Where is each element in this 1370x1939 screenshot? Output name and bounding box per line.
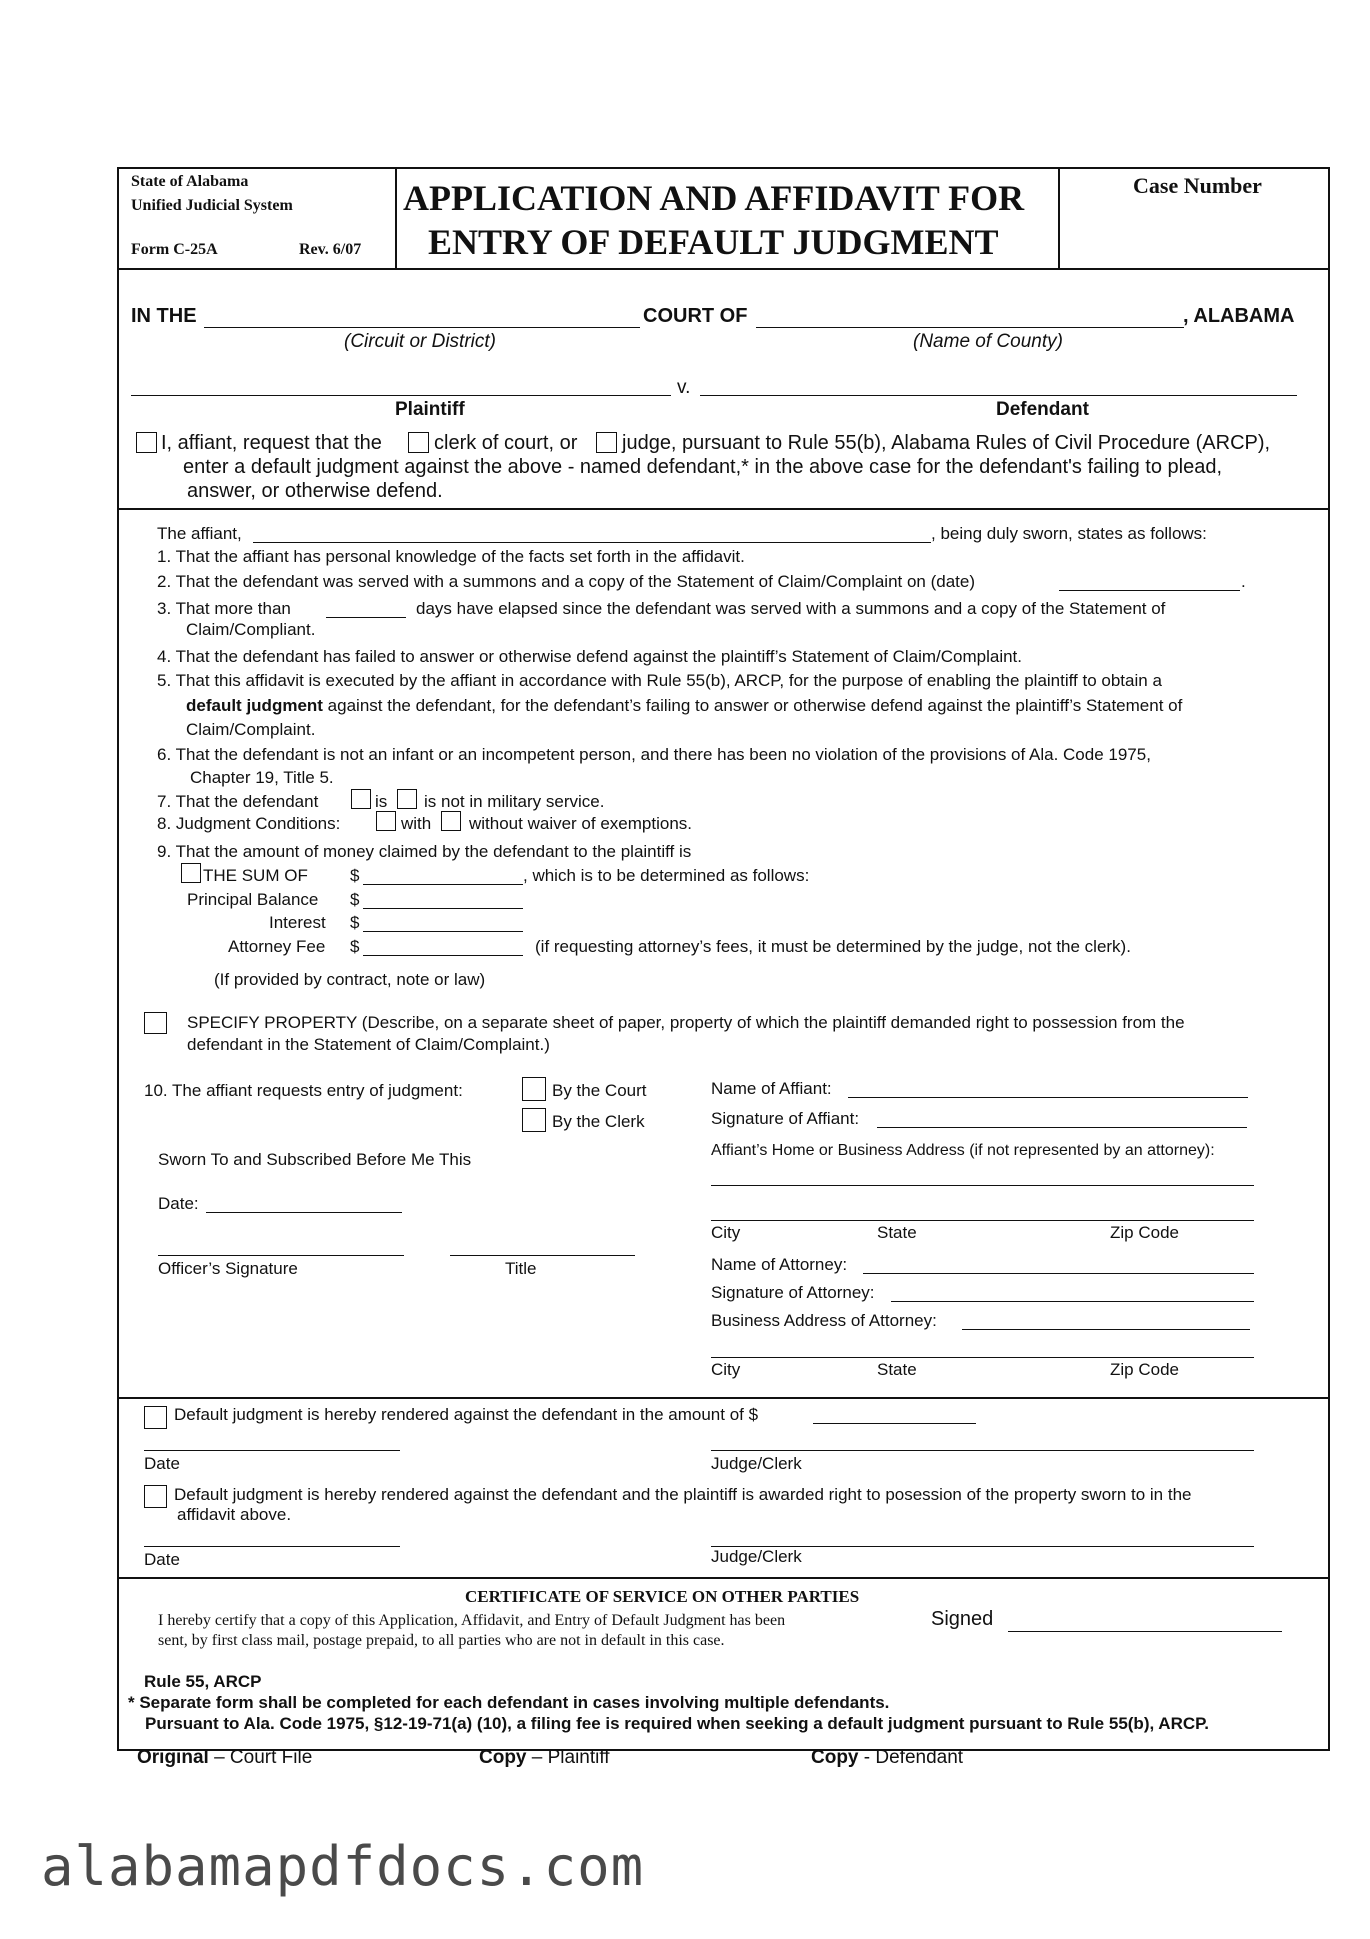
sworn-label: Sworn To and Subscribed Before Me This (158, 1150, 472, 1169)
state-label: State of Alabama (131, 173, 249, 190)
item-10: 10. The affiant requests entry of judgment: (144, 1081, 463, 1100)
attorney-state-label: State (877, 1360, 917, 1379)
default-property-checkbox[interactable] (144, 1485, 167, 1508)
sum-dollar: $ (350, 866, 360, 885)
attorney-fee-field[interactable] (363, 955, 523, 956)
certificate-text-2: sent, by first class mail, postage prepaid, to all parties who are not in default in this case. (158, 1632, 725, 1649)
military-is-label: is (375, 792, 388, 811)
affiant-address-line-1[interactable] (711, 1185, 1254, 1186)
clerk-checkbox[interactable] (408, 432, 429, 453)
sum-of-label: THE SUM OF (203, 866, 308, 885)
without-waiver-label: without waiver of exemptions. (469, 814, 692, 833)
military-is-checkbox[interactable] (351, 789, 371, 809)
request-text-5: answer, or otherwise defend. (187, 480, 443, 502)
circuit-hint: (Circuit or District) (344, 331, 496, 352)
alabama-label: , ALABAMA (1183, 305, 1295, 327)
item-3-end: Claim/Compliant. (186, 620, 316, 639)
affiant-address-label: Affiant’s Home or Business Address (if not represented by an attorney): (711, 1142, 1215, 1159)
signed-label: Signed (931, 1608, 994, 1630)
plaintiff-label: Plaintiff (395, 399, 465, 420)
interest-label: Interest (269, 913, 326, 932)
item-3: 3. That more than (157, 599, 291, 618)
military-is-not-checkbox[interactable] (397, 789, 417, 809)
officer-signature-field[interactable] (158, 1255, 404, 1256)
bus-addr-attorney-label: Business Address of Attorney: (711, 1311, 937, 1330)
bus-addr-attorney-field[interactable] (962, 1329, 1250, 1330)
interest-field[interactable] (363, 931, 523, 932)
attorney-city-label: City (711, 1360, 741, 1379)
separate-form-note: * Separate form shall be completed for each defendant in cases involving multiple defendants. (128, 1693, 890, 1712)
case-number-field[interactable] (1064, 205, 1322, 263)
judgment-date-field-2[interactable] (144, 1546, 400, 1547)
form-number: Form C-25A (131, 241, 218, 258)
defendant-field[interactable] (700, 395, 1297, 396)
item-4: 4. That the defendant has failed to answer or otherwise defend against the plaintiff’s Statement of Claim/Complaint. (157, 647, 1022, 666)
days-field[interactable] (326, 617, 406, 618)
sig-attorney-field[interactable] (891, 1301, 1254, 1302)
item-5-end: Claim/Complaint. (186, 720, 316, 739)
original-court-file: Original – Court File (137, 1747, 313, 1768)
item-9: 9. That the amount of money claimed by the defendant to the plaintiff is (157, 842, 692, 861)
court-type-field[interactable] (204, 327, 640, 328)
request-text-3: judge, pursuant to Rule 55(b), Alabama Rules of Civil Procedure (ARCP), (622, 432, 1271, 454)
copy-plaintiff: Copy – Plaintiff (479, 1747, 610, 1768)
form-title-line2: ENTRY OF DEFAULT JUDGMENT (428, 222, 999, 262)
sum-note: , which is to be determined as follows: (523, 866, 810, 885)
rule-label: Rule 55, ARCP (144, 1672, 262, 1691)
affiant-state-label: State (877, 1223, 917, 1242)
form-title-line1: APPLICATION AND AFFIDAVIT FOR (403, 178, 1025, 218)
watermark: alabamapdfdocs.com (41, 1835, 645, 1898)
by-court-label: By the Court (552, 1081, 647, 1100)
certificate-signature-field[interactable] (1008, 1631, 1282, 1632)
name-attorney-label: Name of Attorney: (711, 1255, 848, 1274)
specify-property-text: SPECIFY PROPERTY (Describe, on a separate sheet of paper, property of which the plaintiff demanded right to possession from the (187, 1013, 1185, 1032)
case-number-label: Case Number (1133, 173, 1262, 198)
principal-field[interactable] (363, 908, 523, 909)
item-2: 2. That the defendant was served with a summons and a copy of the Statement of Claim/Complaint on (date) (157, 572, 976, 591)
affiant-request-checkbox[interactable] (136, 432, 157, 453)
affiant-zip-label: Zip Code (1110, 1223, 1179, 1242)
judgment-property-text-2: affidavit above. (177, 1505, 292, 1524)
item-7: 7. That the defendant (157, 792, 319, 811)
affiant-name-field[interactable] (253, 542, 931, 543)
officer-signature-label: Officer’s Signature (158, 1259, 298, 1278)
affiant-city-label: City (711, 1223, 741, 1242)
filing-fee-note: Pursuant to Ala. Code 1975, §12-19-71(a) (10), a filing fee is required when seeking a default judgment pursuant to Rule 55(b), ARCP. (145, 1714, 1209, 1733)
sig-affiant-field[interactable] (877, 1127, 1247, 1128)
sworn-date-field[interactable] (206, 1212, 402, 1213)
affiant-address-line-2[interactable] (711, 1220, 1254, 1221)
item-5: 5. That this affidavit is executed by the affiant in accordance with Rule 55(b), ARCP, for the purpose of enabling the plaintiff to obtain a (157, 671, 1162, 690)
judge-clerk-field-1[interactable] (711, 1450, 1254, 1451)
name-attorney-field[interactable] (863, 1273, 1254, 1274)
versus-label: v. (677, 377, 691, 398)
county-field[interactable] (756, 327, 1184, 328)
specify-property-text-2: defendant in the Statement of Claim/Complaint.) (187, 1035, 550, 1054)
item-2-period: . (1241, 572, 1246, 591)
by-court-checkbox[interactable] (522, 1077, 546, 1101)
judgment-amount-text: Default judgment is hereby rendered against the defendant in the amount of $ (174, 1405, 759, 1424)
judgment-date-label-1: Date (144, 1454, 180, 1473)
judge-clerk-label-1: Judge/Clerk (711, 1454, 802, 1473)
item-1: 1. That the affiant has personal knowledge of the facts set forth in the affidavit. (157, 547, 745, 566)
judgment-amount-field[interactable] (813, 1423, 976, 1424)
with-waiver-label: with (401, 814, 432, 833)
specify-property-checkbox[interactable] (144, 1012, 167, 1034)
name-affiant-label: Name of Affiant: (711, 1079, 832, 1098)
without-waiver-checkbox[interactable] (441, 811, 461, 831)
judge-clerk-label-2: Judge/Clerk (711, 1547, 802, 1566)
officer-title-field[interactable] (450, 1255, 635, 1256)
principal-label: Principal Balance (187, 890, 319, 909)
attorney-fee-note: (if requesting attorney’s fees, it must be determined by the judge, not the clerk). (535, 937, 1131, 956)
attorney-fee-dollar: $ (350, 937, 360, 956)
item-6-cont: Chapter 19, Title 5. (190, 768, 334, 787)
attorney-fee-label: Attorney Fee (228, 937, 326, 956)
copy-defendant: Copy - Defendant (811, 1747, 964, 1768)
county-hint: (Name of County) (913, 331, 1063, 352)
revision: Rev. 6/07 (299, 241, 362, 258)
by-clerk-checkbox[interactable] (522, 1108, 546, 1132)
sig-attorney-label: Signature of Attorney: (711, 1283, 875, 1302)
officer-title-label: Title (505, 1259, 537, 1278)
by-clerk-label: By the Clerk (552, 1112, 645, 1131)
judgment-date-field-1[interactable] (144, 1450, 400, 1451)
attorney-address-line-2[interactable] (711, 1357, 1254, 1358)
certificate-text-1: I hereby certify that a copy of this Application, Affidavit, and Entry of Default Judgment has been (158, 1612, 786, 1629)
court-of-label: COURT OF (643, 305, 748, 327)
request-text-4: enter a default judgment against the above - named defendant,* in the above case for the defendant's failing to plead, (183, 456, 1222, 478)
default-amount-checkbox[interactable] (144, 1406, 167, 1429)
defendant-label: Defendant (996, 399, 1089, 420)
judgment-date-label-2: Date (144, 1550, 180, 1569)
sum-of-checkbox[interactable] (181, 863, 201, 883)
military-is-not-label: is not in military service. (424, 792, 605, 811)
affiant-intro: The affiant, (157, 524, 242, 543)
in-the-label: IN THE (131, 305, 197, 327)
contract-note: (If provided by contract, note or law) (214, 970, 486, 989)
plaintiff-field[interactable] (131, 395, 671, 396)
judgment-property-text: Default judgment is hereby rendered against the defendant and the plaintiff is awarded right to posession of the property sworn to in the (174, 1485, 1192, 1504)
item-3-cont: days have elapsed since the defendant was served with a summons and a copy of the Statement of (416, 599, 1166, 618)
request-text-2: clerk of court, or (434, 432, 578, 454)
certificate-title: CERTIFICATE OF SERVICE ON OTHER PARTIES (465, 1587, 860, 1606)
attorney-zip-label: Zip Code (1110, 1360, 1179, 1379)
item-8: 8. Judgment Conditions: (157, 814, 341, 833)
served-date-field[interactable] (1059, 590, 1240, 591)
item-5-cont: default judgment against the defendant, for the defendant’s failing to answer or otherwise defend against the plaintiff’s Statement of (186, 696, 1183, 715)
interest-dollar: $ (350, 913, 360, 932)
item-6: 6. That the defendant is not an infant or an incompetent person, and there has been no violation of the provisions of Ala. Code 1975, (157, 745, 1151, 764)
affiant-intro-end: , being duly sworn, states as follows: (931, 524, 1207, 543)
sig-affiant-label: Signature of Affiant: (711, 1109, 860, 1128)
principal-dollar: $ (350, 890, 360, 909)
sworn-date-label: Date: (158, 1194, 199, 1213)
request-text-1: I, affiant, request that the (161, 432, 382, 454)
with-waiver-checkbox[interactable] (376, 811, 396, 831)
judge-checkbox[interactable] (596, 432, 617, 453)
name-affiant-field[interactable] (848, 1097, 1248, 1098)
system-label: Unified Judicial System (131, 197, 293, 214)
sum-field[interactable] (363, 884, 523, 885)
